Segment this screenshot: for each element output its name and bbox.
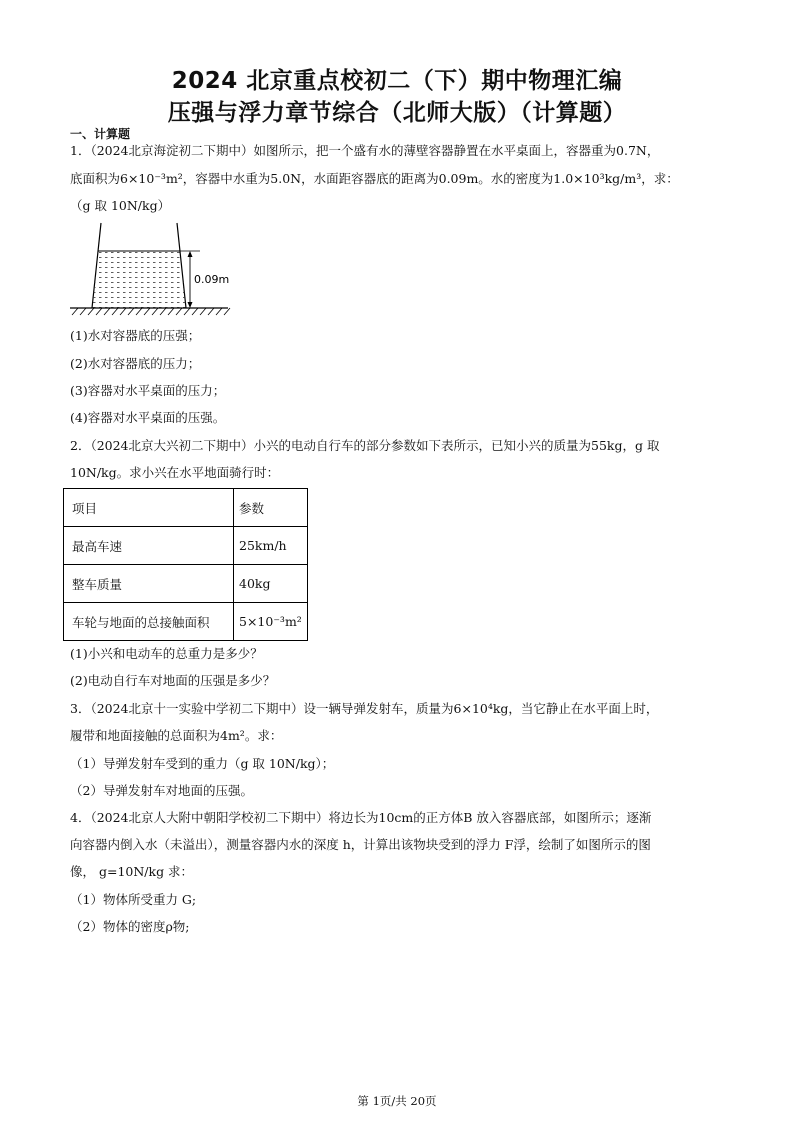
q3-line1: 3．（2024北京十一实验中学初二下期中）设一辆导弹发射车，质量为6×10⁴kg，当它静止在水平面上时， — [70, 701, 659, 716]
ground-hatching — [72, 308, 230, 315]
water-region — [92, 251, 186, 308]
q4-line1: 4．（2024北京人大附中朝阳学校初二下期中）将边长为10cm的正方体B 放入容器底部，如图所示；逐渐 — [70, 810, 652, 825]
q1-line3: （g 取 10N/kg） — [70, 198, 171, 213]
q1-sub4: (4)容器对水平桌面的压强。 — [70, 410, 226, 425]
table-cell: 车轮与地面的总接触面积 — [64, 603, 234, 641]
table-cell: 整车质量 — [64, 565, 234, 603]
q4-sub1: （1）物体所受重力 G; — [70, 892, 197, 907]
q4-line3: 像， g=10N/kg 求： — [70, 864, 194, 879]
table-cell: 40kg — [234, 565, 308, 603]
table-cell: 项目 — [64, 489, 234, 527]
q3-sub2: （2）导弹发射车对地面的压强。 — [70, 783, 253, 798]
depth-label: 0.09m — [194, 273, 230, 286]
q1-sub3: (3)容器对水平桌面的压力； — [70, 383, 226, 398]
q1-sub1: (1)水对容器底的压强； — [70, 328, 201, 343]
table-cell: 25km/h — [234, 527, 308, 565]
document-title-line2: 压强与浮力章节综合（北师大版）（计算题） — [167, 100, 627, 126]
q3-line2: 履带和地面接触的总面积为4m²。求： — [70, 728, 283, 743]
table-cell: 5×10⁻³m² — [234, 603, 308, 641]
q1-line2: 底面积为6×10⁻³m²，容器中水重为5.0N，水面距容器底的距离为0.09m。水的密度为1.0×10³kg/m³，求： — [70, 171, 679, 186]
table-cell: 最高车速 — [64, 527, 234, 565]
table-row — [64, 489, 308, 527]
section-heading: 一、计算题 — [70, 127, 131, 141]
q3-sub1: （1）导弹发射车受到的重力（g 取 10N/kg）； — [70, 756, 335, 771]
page-footer: 第 1页/共 20页 — [357, 1094, 437, 1108]
document-title-line1: 2024 北京重点校初二（下）期中物理汇编 — [171, 68, 623, 94]
q4-sub2: （2）物体的密度ρ物; — [70, 919, 190, 934]
table-row — [64, 565, 308, 603]
q2-sub1: (1)小兴和电动车的总重力是多少？ — [70, 646, 263, 661]
q2-line2: 10N/kg。求小兴在水平地面骑行时： — [70, 465, 280, 480]
q1-sub2: (2)水对容器底的压力； — [70, 356, 201, 371]
table-cell: 参数 — [234, 489, 308, 527]
q1-line1: 1．（2024北京海淀初二下期中）如图所示，把一个盛有水的薄壁容器静置在水平桌面上，容器重为0.7N， — [70, 143, 660, 158]
table-row — [64, 603, 308, 641]
q2-sub2: (2)电动自行车对地面的压强是多少？ — [70, 673, 276, 688]
bike-parameter-table — [63, 488, 308, 641]
table-row — [64, 527, 308, 565]
q2-line1: 2．（2024北京大兴初二下期中）小兴的电动自行车的部分参数如下表所示，已知小兴的质量为55kg，g 取 — [70, 438, 660, 453]
container-water-figure — [68, 220, 238, 320]
q4-line2: 向容器内倒入水（未溢出），测量容器内水的深度 h，计算出该物块受到的浮力 F浮，绘制了如图所示的图 — [70, 837, 651, 852]
